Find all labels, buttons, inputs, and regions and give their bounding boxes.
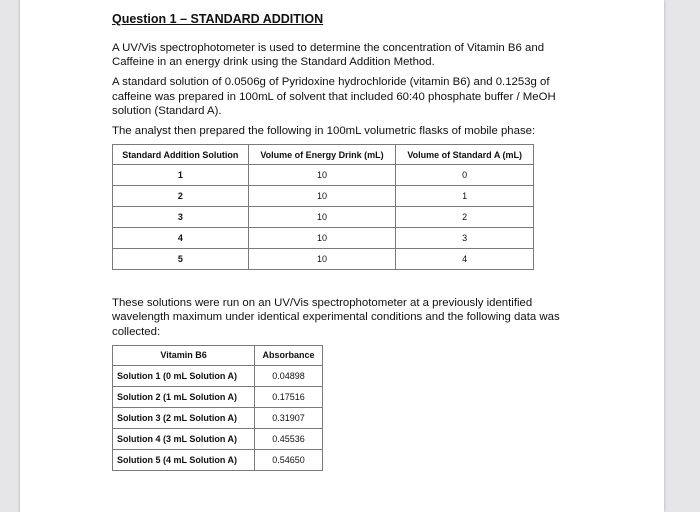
- table-row: [113, 407, 323, 428]
- question-title: Question 1 – STANDARD ADDITION: [112, 12, 324, 26]
- solution-label: Solution 5 (4 mL Solution A): [113, 449, 255, 470]
- standard-a-volume: 3: [396, 228, 534, 249]
- solution-label: Solution 3 (2 mL Solution A): [113, 407, 255, 428]
- table-row: [113, 249, 534, 270]
- header-standard-addition-solution: Standard Addition Solution: [113, 145, 249, 165]
- energy-drink-volume: 10: [248, 165, 396, 186]
- table-row: [113, 228, 534, 249]
- solution-label: Solution 4 (3 mL Solution A): [113, 428, 255, 449]
- standard-a-volume: 0: [396, 165, 534, 186]
- absorbance-value: 0.17516: [255, 386, 323, 407]
- standard-a-volume: 2: [396, 207, 534, 228]
- absorbance-value: 0.31907: [255, 407, 323, 428]
- paragraph-standard-solution: A standard solution of 0.0506g of Pyridoxine hydrochloride (vitamin B6) and 0.1253g of caffeine was prepared in 100mL of solvent that included 60:40 phosphate buffer / MeOH solution (Standard A).: [112, 76, 556, 117]
- paragraph-measurement: These solutions were run on an UV/Vis spectrophotometer at a previously identified wavelength maximum under identical experimental conditions and the following data was collected:: [112, 297, 560, 338]
- standard-a-volume: 4: [396, 249, 534, 270]
- energy-drink-volume: 10: [248, 207, 396, 228]
- solution-number: 4: [113, 228, 249, 249]
- absorbance-value: 0.04898: [255, 365, 323, 386]
- paragraph-intro: A UV/Vis spectrophotometer is used to determine the concentration of Vitamin B6 and Caffeine in an energy drink using the Standard Addition Method.: [112, 42, 545, 69]
- header-volume-energy-drink: Volume of Energy Drink (mL): [248, 145, 396, 165]
- absorbance-value: 0.54650: [255, 449, 323, 470]
- energy-drink-volume: 10: [248, 249, 396, 270]
- standard-a-volume: 1: [396, 186, 534, 207]
- energy-drink-volume: 10: [248, 186, 396, 207]
- solution-label: Solution 1 (0 mL Solution A): [113, 365, 255, 386]
- standard-addition-table: [112, 144, 534, 270]
- document-page: [20, 0, 664, 512]
- header-absorbance: Absorbance: [255, 345, 323, 365]
- header-vitamin-b6: Vitamin B6: [113, 345, 255, 365]
- table-row: [113, 207, 534, 228]
- solution-number: 2: [113, 186, 249, 207]
- solution-number: 5: [113, 249, 249, 270]
- table-row: [113, 428, 323, 449]
- absorbance-table: [112, 345, 323, 471]
- absorbance-value: 0.45536: [255, 428, 323, 449]
- header-volume-standard-a: Volume of Standard A (mL): [396, 145, 534, 165]
- document-content: [112, 12, 582, 471]
- solution-number: 3: [113, 207, 249, 228]
- table-row: [113, 449, 323, 470]
- solution-number: 1: [113, 165, 249, 186]
- table-row: [113, 365, 323, 386]
- table-header-row: [113, 145, 534, 165]
- table-header-row: [113, 345, 323, 365]
- table-row: [113, 165, 534, 186]
- paragraph-preparation: The analyst then prepared the following in 100mL volumetric flasks of mobile phase:: [112, 125, 536, 138]
- solution-label: Solution 2 (1 mL Solution A): [113, 386, 255, 407]
- table-row: [113, 386, 323, 407]
- energy-drink-volume: 10: [248, 228, 396, 249]
- table-row: [113, 186, 534, 207]
